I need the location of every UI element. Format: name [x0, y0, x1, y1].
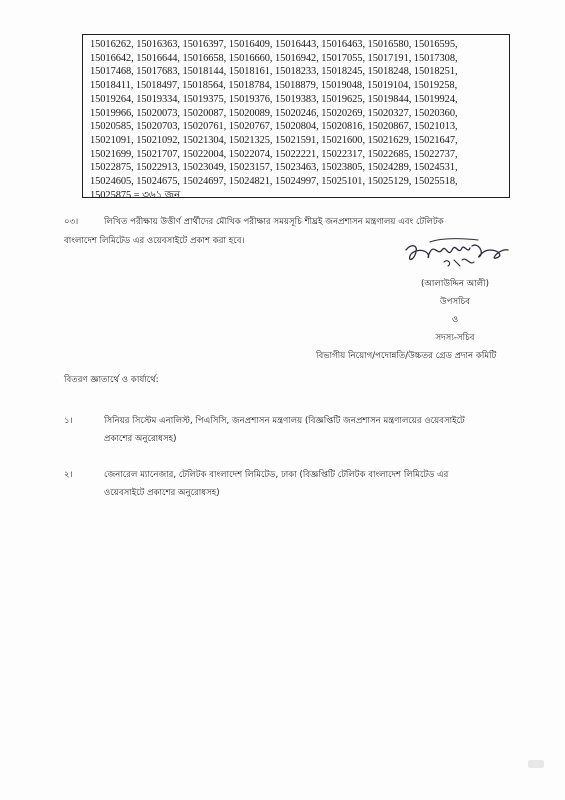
roll-line: 15018411, 15018497, 15018564, 15018784, 15018879, 15019048, 15019104, 15019258,: [90, 80, 458, 92]
roll-line: 15016262, 15016363, 15016397, 15016409, 15016443, 15016463, 15016580, 15016595,: [90, 39, 458, 50]
distribution-heading: বিতরণ জ্ঞাতার্থে ও কার্যার্থে:: [64, 375, 159, 385]
roll-line: 15021699, 15021707, 15022004, 15022074, 15022221, 15022317, 15022685, 15022737,: [90, 148, 458, 160]
roll-line: 15020585, 15020703, 15020761, 15020767, 15020804, 15020816, 15020867, 15021013,: [90, 121, 458, 133]
roll-line: 15019966, 15020073, 15020087, 15020089, 15020246, 15020269, 15020327, 15020360,: [90, 107, 458, 119]
notice-text-line-2: বাংলাদেশ লিমিটেড এর ওয়েবসাইটে প্রকাশ করা হবে।: [64, 236, 245, 246]
distribution-item-line-1: সিনিয়র সিস্টেম এনালিস্ট, পিএসিসি, জনপ্রশাসন মন্ত্রণালয় (বিজ্ঞপ্তিটি জনপ্রশাসন মন্ত্রণালয়ের ওয়েবসাইটে: [104, 416, 465, 426]
roll-line: 15022875, 15022913, 15023049, 15023157, 15023463, 15023805, 15024289, 15024531,: [90, 162, 458, 174]
distribution-item-number: ২।: [64, 470, 73, 480]
roll-line: 15016642, 15016644, 15016658, 15016660, 15016942, 15017055, 15017191, 15017308,: [90, 52, 458, 64]
distribution-item-line-2: প্রকাশের অনুরোধসহ): [104, 434, 177, 444]
signatory-conjunction: ও: [451, 315, 459, 325]
roll-line: 15017468, 15017683, 15018144, 15018161, 15018233, 15018245, 15018248, 15018251,: [90, 66, 458, 78]
roll-number-table: [82, 34, 510, 201]
distribution-item-line-1: জেনারেল ম্যানেজার, টেলিটক বাংলাদেশ লিমিটেড, ঢাকা (বিজ্ঞপ্তিটি টেলিটক বাংলাদেশ লিমিটেড এর: [104, 470, 449, 480]
roll-line: 15019264, 15019334, 15019375, 15019376, 15019383, 15019625, 15019844, 15019924,: [90, 93, 458, 105]
notice-number: ০৩।: [64, 217, 79, 227]
scan-artifact: [528, 760, 544, 768]
signatory-designation: উপসচিব: [439, 297, 471, 307]
roll-total-line: 15025875 = ৩৬১ জন: [90, 189, 181, 201]
signatory-name: (আলাউদ্দিন আলী): [421, 279, 489, 289]
roll-line: 15021091, 15021092, 15021304, 15021325, 15021591, 15021600, 15021629, 15021647,: [90, 134, 458, 146]
notice-text-line-1: লিখিত পরীক্ষায় উত্তীর্ণ প্রার্থীদের মৌখিক পরীক্ষার সময়সূচি শীঘ্রই জনপ্রশাসন মন্ত্রণালয় এবং টেলিটক: [104, 217, 444, 227]
distribution-item-line-2: ওয়েবসাইটে প্রকাশের অনুরোধসহ): [104, 488, 220, 498]
distribution-item-number: ১।: [64, 416, 73, 426]
roll-line: 15024605, 15024675, 15024697, 15024821, 15024997, 15025101, 15025129, 15025518,: [90, 176, 458, 188]
signature-image: [400, 236, 512, 278]
signatory-committee: বিভাগীয় নিয়োগ/পদোন্নতি/উচ্চতর গ্রেড প্রদান কমিটি: [316, 351, 497, 361]
signatory-role: সদস্য-সচিব: [435, 333, 475, 343]
